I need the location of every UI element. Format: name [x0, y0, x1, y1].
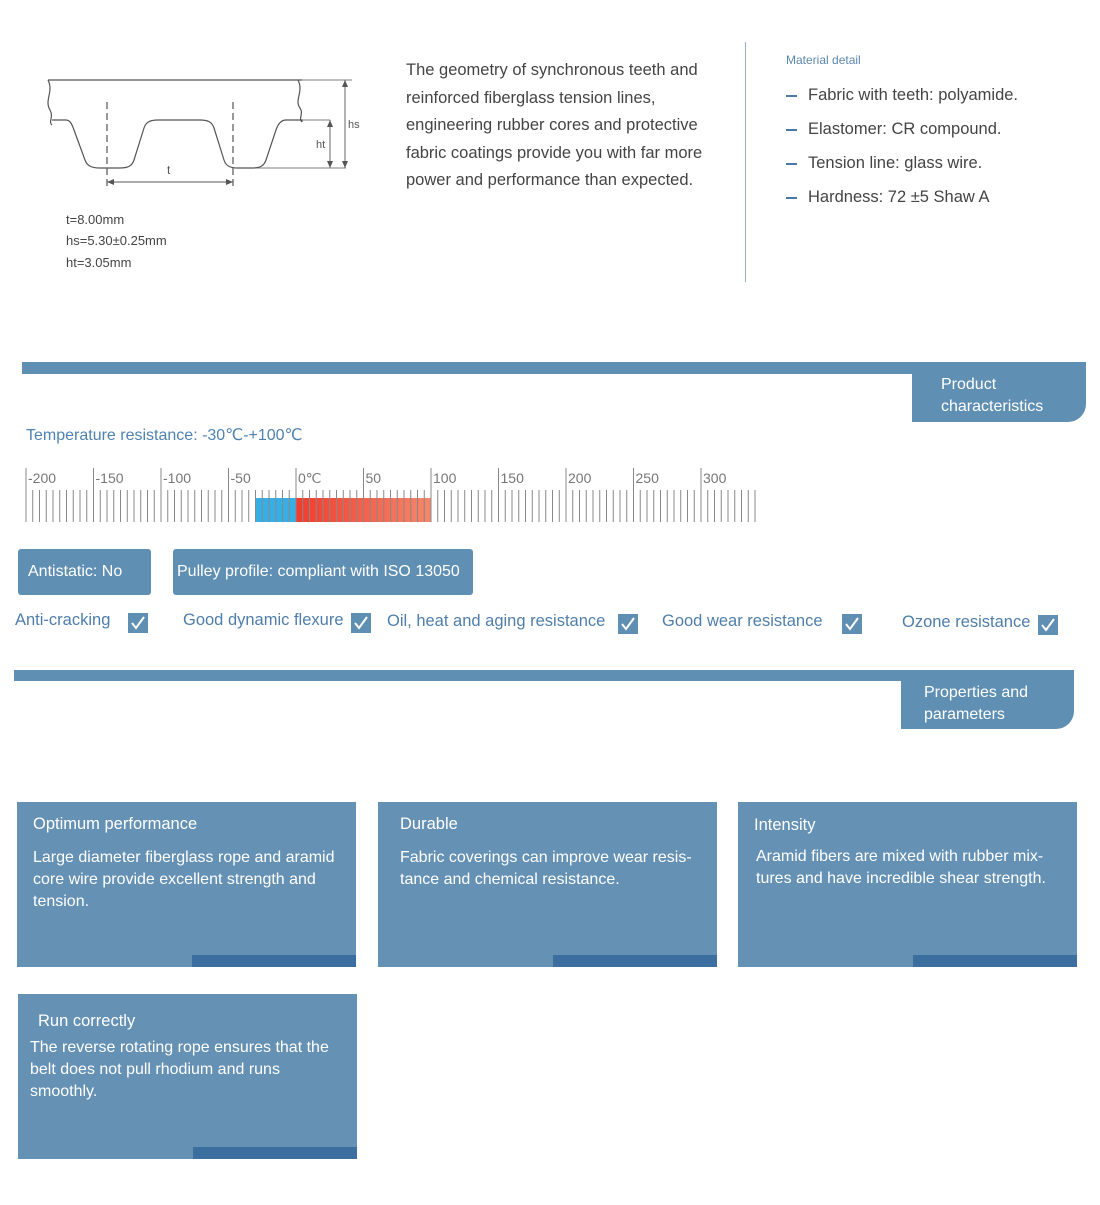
tick-label: 0℃	[298, 470, 322, 486]
temperature-resistance-label: Temperature resistance: -30℃-+100℃	[26, 427, 303, 444]
pitch-label: t	[167, 163, 171, 177]
total-height-label: hs	[348, 119, 360, 131]
tick-label: -150	[95, 470, 124, 486]
card-optimum-performance	[17, 802, 356, 967]
tick-label: 50	[365, 470, 382, 486]
tick-label: 200	[568, 470, 592, 486]
dimension-tooth-height: ht=3.05mm	[66, 255, 132, 270]
antistatic-tag: Antistatic: No	[18, 549, 151, 595]
card-body: Fabric coverings can improve wear resis-tance and chemical resistance.	[400, 849, 692, 888]
feature-dynamic-flexure: Good dynamic flexure	[183, 611, 344, 629]
check-icon	[351, 613, 371, 633]
temperature-scale	[24, 466, 774, 524]
card-body: Large diameter fiberglass rope and aramid core wire provide excellent strength and tension.	[33, 849, 335, 910]
check-icon	[1038, 615, 1058, 635]
material-item: Hardness: 72 ±5 Shaw A	[786, 188, 1018, 222]
tick-label: 150	[500, 470, 524, 486]
check-icon	[128, 613, 148, 633]
material-item: Tension line: glass wire.	[786, 154, 1018, 188]
card-accent-strip	[193, 1147, 357, 1159]
feature-wear-resistance: Good wear resistance	[662, 612, 823, 630]
card-intensity	[738, 802, 1077, 967]
card-durable	[378, 802, 717, 967]
material-item: Elastomer: CR compound.	[786, 120, 1018, 154]
product-description: The geometry of synchronous teeth and reinforced fiberglass tension lines, engineering rubber cores and protective fabric coatings provide you with far more power and performance than expected.	[406, 61, 703, 189]
card-accent-strip	[192, 955, 356, 967]
card-title: Durable	[400, 815, 458, 833]
vertical-divider	[745, 42, 746, 282]
card-title: Optimum performance	[33, 815, 198, 833]
card-body: The reverse rotating rope ensures that the belt does not pull rhodium and runs smoothly.	[30, 1039, 329, 1100]
pulley-profile-tag: Pulley profile: compliant with ISO 13050	[173, 549, 473, 595]
section-tab-properties-parameters: Properties and parameters	[901, 670, 1074, 729]
tick-label: 250	[635, 470, 659, 486]
material-detail-title: Material detail	[786, 53, 861, 67]
tick-label: -50	[230, 470, 251, 486]
tooth-height-label: ht	[316, 139, 326, 151]
material-list	[786, 86, 1018, 222]
card-title: Run correctly	[38, 1012, 136, 1030]
tick-label: -200	[28, 470, 57, 486]
section-tab-product-characteristics: Product characteristics	[912, 362, 1086, 422]
card-title: Intensity	[754, 816, 816, 834]
feature-anti-cracking: Anti-cracking	[15, 611, 111, 629]
tick-label: 100	[433, 470, 457, 486]
dimension-pitch: t=8.00mm	[66, 212, 125, 227]
dimension-total-height: hs=5.30±0.25mm	[66, 233, 167, 248]
check-icon	[842, 614, 862, 634]
tick-label: -100	[163, 470, 192, 486]
card-accent-strip	[913, 955, 1077, 967]
card-body: Aramid fibers are mixed with rubber mix-tures and have incredible shear strength.	[756, 848, 1046, 887]
belt-profile-diagram	[40, 70, 370, 195]
tick-label: 300	[703, 470, 727, 486]
card-accent-strip	[553, 955, 717, 967]
feature-ozone-resistance: Ozone resistance	[902, 613, 1031, 631]
feature-oil-heat-aging: Oil, heat and aging resistance	[387, 612, 606, 630]
material-item: Fabric with teeth: polyamide.	[786, 86, 1018, 120]
check-icon	[618, 614, 638, 634]
card-run-correctly	[18, 994, 357, 1159]
